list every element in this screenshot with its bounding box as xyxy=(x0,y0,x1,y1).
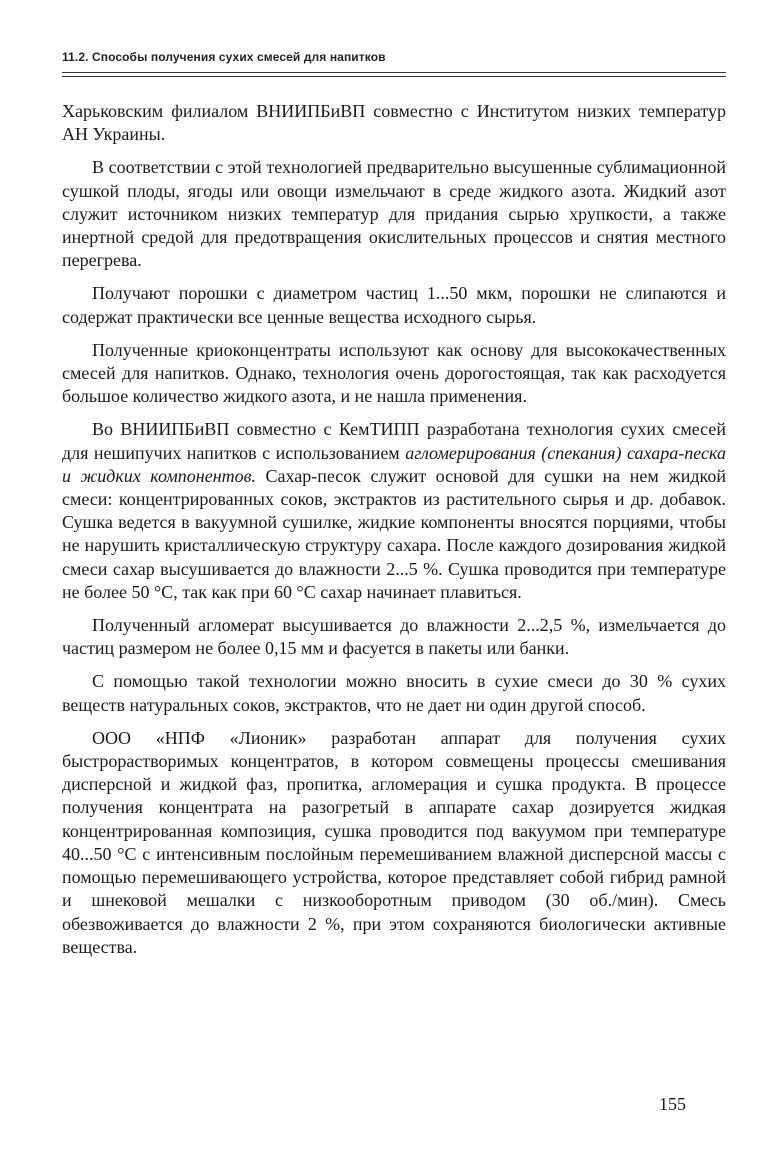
paragraph-5 xyxy=(62,418,726,604)
paragraph-4: Полученные криоконцентраты используют как основу для высококачественных смесей для напитков. Однако, технология очень дорогостоящая, так как расходуется большое количество жидкого азота, и не нашла применения. xyxy=(62,339,726,407)
running-header: 11.2. Способы получения сухих смесей для напитков xyxy=(62,50,386,64)
paragraph-6: Полученный агломерат высушивается до влажности 2...2,5 %, измельчается до частиц размером не более 0,15 мм и фасуется в пакеты или банки. xyxy=(62,615,726,659)
paragraph-7: С помощью такой технологии можно вносить в сухие смеси до 30 % сухих веществ натуральных соков, экстрактов, что не дает ни один другой способ. xyxy=(62,671,726,715)
paragraph-1: Харьковским филиалом ВНИИПБиВП совместно с Институтом низких температур АН Украины. xyxy=(62,101,726,145)
page-number: 155 xyxy=(659,1094,686,1114)
paragraph-5-emphasis: агломерирования (спекания) сахара-песка и жидких компонентов. xyxy=(62,442,726,486)
paragraph-5-start: Во ВНИИПБиВП совместно с КемТИПП разработана технология сухих смесей для нешипучих напитков с использованием xyxy=(62,419,726,463)
header-rule-top xyxy=(62,72,726,73)
paragraph-8: ООО «НПФ «Лионик» разработан аппарат для получения сухих быстрорастворимых концентратов, в котором совмещены процессы смешивания дисперсной и жидкой фаз, пропитка, агломерация и сушка продукта. В процессе получения концентрата на разогретый в аппарате сахар дозируется жидкая концентрированная композиция, сушка проводится под вакуумом при температуре 40...50 °С с интенсивным послойным перемешиванием влажной дисперсной массы с помощью перемешивающего устройства, которое представляет собой гибрид рамной и шнековой мешалки с низкооборотным приводом (30 об./мин). Смесь обезвоживается до влажности 2 %, при этом сохраняются биологически активные вещества. xyxy=(62,727,726,957)
paragraph-5-end: Сахар-песок служит основой для сушки на нем жидкой смеси: концентрированных соков, экстрактов из растительного сырья и др. добавок. Сушка ведется в вакуумной сушилке, жидкие компоненты вносятся порциями, чтобы не нарушить кристаллическую структуру сахара. После каждого дозирования жидкой смеси сахар высушивается до влажности 2...5 %. Сушка проводится при температуре не более 50 °С, так как при 60 °С сахар начинает плавиться. xyxy=(62,465,726,602)
header-rule-bottom xyxy=(62,76,726,77)
body-text xyxy=(62,100,726,969)
paragraph-2: В соответствии с этой технологией предварительно высушенные сублимационной сушкой плоды, ягоды или овощи измельчают в среде жидкого азота. Жидкий азот служит источником низких температур для придания сырью хрупкости, а также инертной средой для предотвращения окислительных процессов и снятия местного перегрева. xyxy=(62,157,726,271)
paragraph-3: Получают порошки с диаметром частиц 1...50 мкм, порошки не слипаются и содержат практически все ценные вещества исходного сырья. xyxy=(62,283,726,327)
